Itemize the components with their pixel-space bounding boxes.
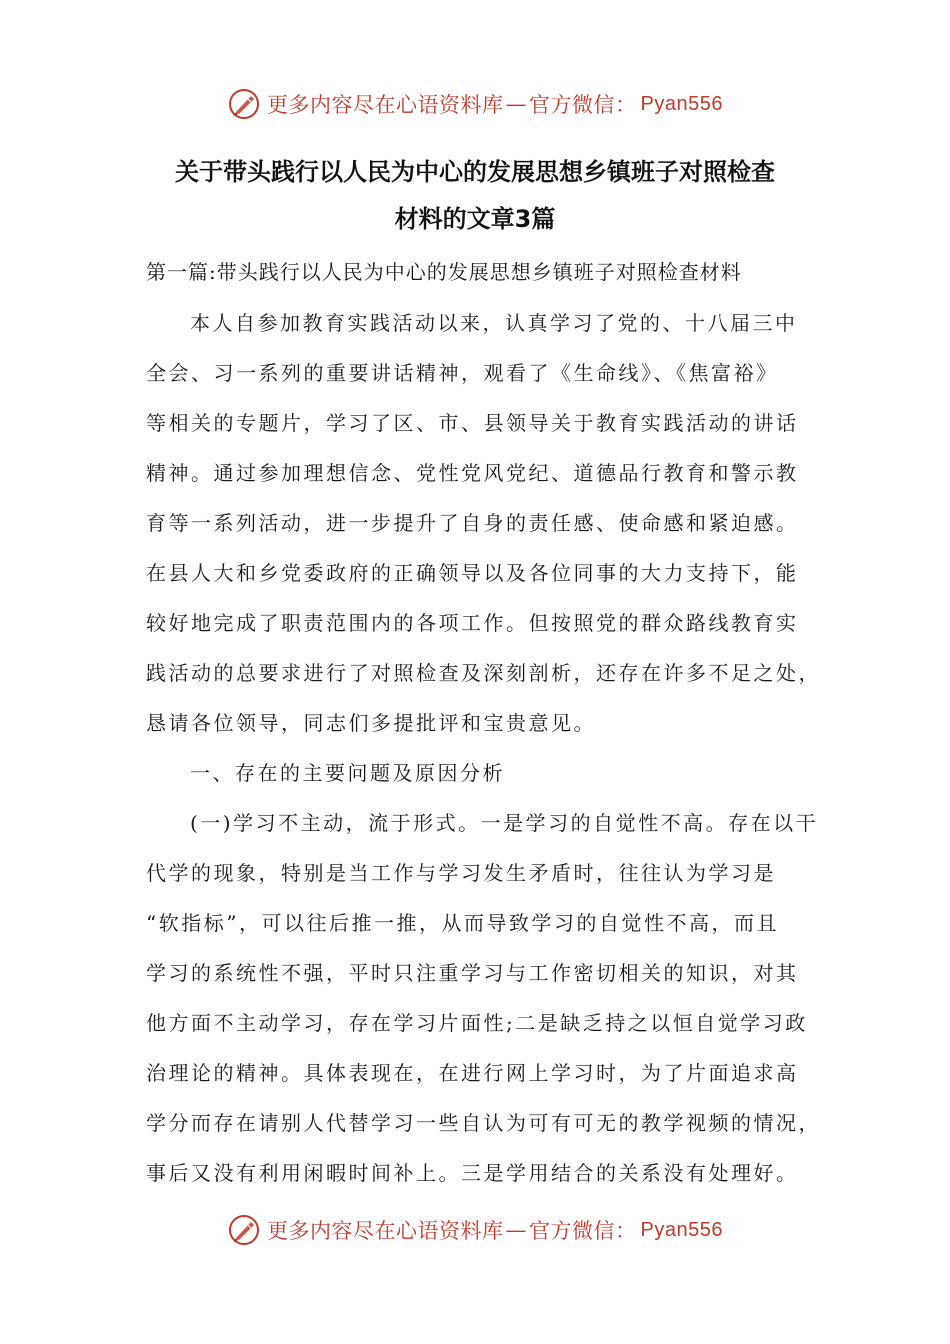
body-line: 等相关的专题片，学习了区、市、县领导关于教育实践活动的讲话 [146,411,799,435]
body-line: 学分而存在请别人代替学习一些自认为可有可无的教学视频的情况， [146,1111,821,1135]
body-line: 事后又没有利用闲暇时间补上。三是学用结合的关系没有处理好。 [146,1161,799,1185]
section-heading: 一、存在的主要问题及原因分析 [190,761,505,785]
banner-separator: — [505,1218,528,1242]
body-line: (一)学习不主动，流于形式。一是学习的自觉性不高。存在以干 [190,811,819,835]
body-line: 恳请各位领导，同志们多提批评和宝贵意见。 [146,711,596,735]
body-line: 在县人大和乡党委政府的正确领导以及各位同事的大力支持下，能 [146,561,799,585]
banner-wechat-id: Pyan556 [640,92,723,115]
banner-brand: 更多内容尽在心语资料库 [267,93,504,117]
quill-pen-logo-icon [227,1213,261,1247]
document-title-line-1: 关于带头践行以人民为中心的发展思想乡镇班子对照检查 [175,158,775,186]
banner-wechat-label: 官方微信： [529,1219,637,1243]
banner-brand: 更多内容尽在心语资料库 [267,1219,504,1243]
section-subheading: 第一篇:带头践行以人民为中心的发展思想乡镇班子对照检查材料 [146,260,742,284]
body-line: 本人自参加教育实践活动以来，认真学习了党的、十八届三中 [190,311,798,335]
body-line: 育等一系列活动，进一步提升了自身的责任感、使命感和紧迫感。 [146,511,799,535]
body-line: 学习的系统性不强，平时只注重学习与工作密切相关的知识，对其 [146,961,799,985]
quill-pen-logo-icon [227,87,261,121]
banner-wechat-id: Pyan556 [640,1218,723,1241]
header-banner [0,84,950,124]
banner-separator: — [505,92,528,116]
body-line: 代学的现象，特别是当工作与学习发生矛盾时，往往认为学习是 [146,861,776,885]
document-title-line-2: 材料的文章3篇 [394,205,556,233]
body-line: 践活动的总要求进行了对照检查及深刻剖析，还存在许多不足之处， [146,661,821,685]
body-line: 他方面不主动学习，存在学习片面性;二是缺乏持之以恒自觉学习政 [146,1011,808,1035]
banner-wechat-label: 官方微信： [529,93,637,117]
body-line: 精神。通过参加理想信念、党性党风党纪、道德品行教育和警示教 [146,461,799,485]
body-line: 较好地完成了职责范围内的各项工作。但按照党的群众路线教育实 [146,611,799,635]
footer-banner [0,1210,950,1250]
body-line: 治理论的精神。具体表现在，在进行网上学习时，为了片面追求高 [146,1061,799,1085]
body-line: “软指标”，可以往后推一推，从而导致学习的自觉性不高，而且 [146,911,779,935]
body-line: 全会、习一系列的重要讲话精神，观看了《生命线》、《焦富裕》 [146,361,779,385]
